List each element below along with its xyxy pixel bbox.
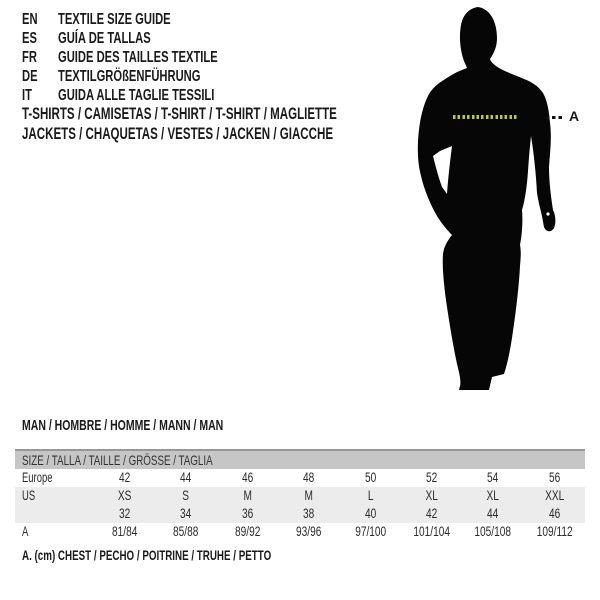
category-line-jackets [22,125,472,145]
language-code: IT [22,87,32,104]
category-line-tshirts-text: T-SHIRTS / CAMISETAS / T-SHIRT / T-SHIRT / MAGLIETTE [22,105,337,123]
language-list [22,10,286,105]
table-cell: M [243,488,252,503]
language-row-en [22,10,286,29]
language-label: GUIDA ALLE TAGLIE TESSILI [58,87,215,104]
table-row-us-numeric [15,505,585,523]
table-cell: 109/112 [536,524,573,539]
table-cell: XXL [544,488,564,503]
table-cell: 48 [303,470,315,485]
table-row-us [15,487,585,505]
table-row-chest-a [15,523,585,541]
table-cell: 38 [303,506,315,521]
table-cell: 42 [425,506,438,521]
table-cell: 56 [548,470,560,485]
language-label: GUÍA DE TALLAS [58,30,151,47]
measurement-footnote [22,547,378,563]
table-cell: 46 [241,470,254,485]
gender-label [22,417,309,434]
language-label: TEXTILE SIZE GUIDE [58,11,171,28]
table-cell: 101/104 [413,524,450,539]
table-cell: XL [425,488,438,503]
language-row-fr [22,48,286,67]
table-cell: M [304,488,314,503]
language-row-it [22,86,286,105]
table-cell: 93/96 [296,524,322,539]
table-row-europe [15,469,585,487]
table-cell: 50 [364,470,376,485]
category-line-jackets-text: JACKETS / CHAQUETAS / VESTES / JACKEN / GIACCHE [22,124,334,143]
language-code: ES [22,30,37,47]
table-cell: S [182,488,190,503]
table-cell: 40 [364,506,376,521]
table-cell: 105/108 [474,524,512,539]
table-cell: 36 [241,506,254,521]
table-row-label [15,505,94,523]
table-cell: 44 [180,470,192,485]
language-code: EN [22,11,38,28]
table-cell: 42 [119,470,131,485]
figure-silhouette-area [415,5,600,397]
measurement-footnote-text: A. (cm) CHEST / PECHO / POITRINE / TRUHE / PETTO [22,547,272,563]
category-line-tshirts [22,105,472,125]
language-code: DE [22,68,38,85]
gender-label-text: MAN / HOMBRE / HOMME / MANN / MAN [22,417,224,434]
chest-measure-line [453,115,519,119]
language-row-de [22,67,286,86]
table-cell: XS [117,488,132,503]
size-table [15,449,585,541]
measure-label-a: A [569,108,580,124]
table-row-label: A [22,524,29,539]
table-cell: 54 [487,470,499,485]
table-cell: 81/84 [112,524,138,539]
size-table-header-text: SIZE / TALLA / TAILLE / GRÖSSE / TAGLIA [22,452,213,468]
language-row-es [22,29,286,48]
man-silhouette [415,5,565,395]
language-code: FR [22,49,37,66]
language-label: GUIDE DES TAILLES TEXTILE [58,49,218,66]
table-cell: 34 [180,506,192,521]
table-cell: L [367,488,373,503]
category-list [22,105,472,144]
size-table-header [15,449,585,469]
table-cell: 52 [425,470,438,485]
measure-callout-dashes [546,116,564,119]
table-cell: 32 [119,506,131,521]
table-cell: 46 [548,506,560,521]
table-row-label: US [22,488,36,503]
table-cell: 97/100 [354,524,386,539]
table-row-label: Europe [22,470,53,485]
table-cell: XL [486,488,500,503]
table-cell: 85/88 [173,524,199,539]
table-cell: 89/92 [234,524,261,539]
table-cell: 44 [487,506,499,521]
language-label: TEXTILGRÖßENFÜHRUNG [58,68,201,85]
